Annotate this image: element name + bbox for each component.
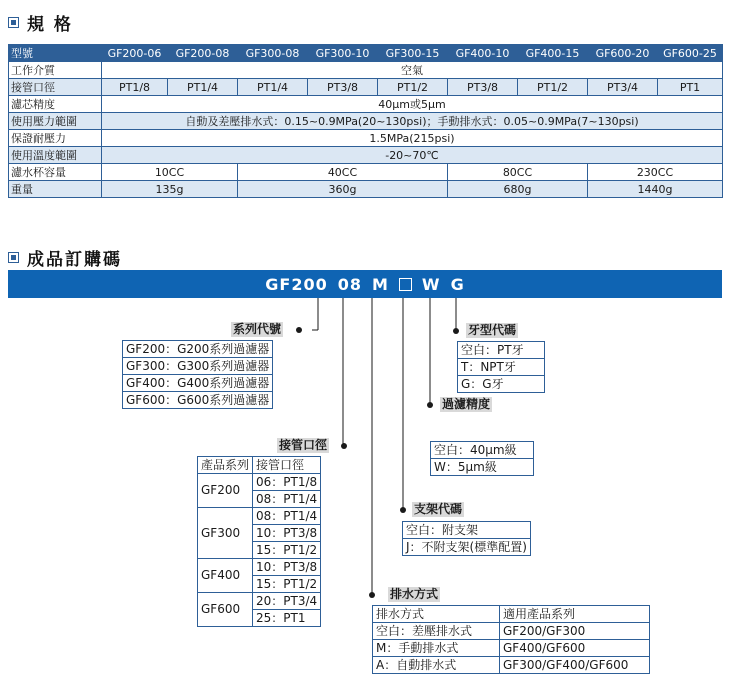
port-item: 10：PT3/8 (253, 559, 321, 576)
drain-method: A：自動排水式 (373, 657, 500, 674)
series-item: GF200：G200系列過濾器 (123, 341, 273, 358)
thread-item: G：G牙 (458, 376, 545, 393)
weight-cell: 360g (238, 181, 448, 198)
port-cell: PT1 (658, 79, 723, 96)
medium-value: 空氣 (102, 62, 723, 79)
drain-series: GF200/GF300 (500, 623, 650, 640)
thread-item: T：NPT牙 (458, 359, 545, 376)
code-filter: W (421, 274, 441, 294)
port-group-name: GF400 (198, 559, 253, 593)
port-item: 25：PT1 (253, 610, 321, 627)
row-label: 使用溫度範圍 (9, 147, 102, 164)
drain-method: M：手動排水式 (373, 640, 500, 657)
drain-series: GF300/GF400/GF600 (500, 657, 650, 674)
port-item: 20：PT3/4 (253, 593, 321, 610)
code-drain: M (372, 274, 389, 294)
port-cell: PT1/4 (238, 79, 308, 96)
proof-value: 1.5MPa(215psi) (102, 130, 723, 147)
series-item: GF400：G400系列過濾器 (123, 375, 273, 392)
bowl-cell: 40CC (238, 164, 448, 181)
bracket-tag: 支架代碼 (414, 502, 463, 516)
row-label: 接管口徑 (9, 79, 102, 96)
bracket-table (402, 521, 531, 556)
port-item: 15：PT1/2 (253, 542, 321, 559)
filter-value: 40μm或5μm (102, 96, 723, 113)
port-cell: PT1/2 (518, 79, 588, 96)
port-cell: PT3/8 (448, 79, 518, 96)
header-cell: GF300-08 (238, 45, 308, 62)
weight-cell: 1440g (588, 181, 723, 198)
thread-tag: 牙型代碼 (468, 323, 517, 337)
code-series: GF200 (265, 274, 328, 294)
port-tag: 接管口徑 (279, 438, 328, 452)
row-label: 重量 (9, 181, 102, 198)
bowl-cell: 230CC (588, 164, 723, 181)
drain-table (372, 605, 650, 674)
row-label: 使用壓力範圍 (9, 113, 102, 130)
port-group-name: GF600 (198, 593, 253, 627)
bowl-cell: 80CC (448, 164, 588, 181)
row-label: 工作介質 (9, 62, 102, 79)
weight-cell: 135g (102, 181, 238, 198)
port-cell: PT1/2 (378, 79, 448, 96)
port-header-size: 接管口徑 (253, 457, 321, 474)
series-item: GF600：G600系列過濾器 (123, 392, 273, 409)
port-dot (341, 443, 347, 449)
header-cell: GF200-08 (168, 45, 238, 62)
drain-header-method: 排水方式 (373, 606, 500, 623)
port-group-name: GF200 (198, 474, 253, 508)
header-cell: GF300-10 (308, 45, 378, 62)
port-item: 08：PT1/4 (253, 508, 321, 525)
drain-series: GF400/GF600 (500, 640, 650, 657)
port-cell: PT3/4 (588, 79, 658, 96)
bowl-cell: 10CC (102, 164, 238, 181)
row-label: 濾水杯容量 (9, 164, 102, 181)
filter-tag: 過濾精度 (442, 397, 491, 411)
pressure-value: 自動及差壓排水式：0.15~0.9MPa(20~130psi)；手動排水式：0.05~0.9MPa(7~130psi) (102, 113, 723, 130)
port-cell: PT1/4 (168, 79, 238, 96)
spec-title: 規 格 (27, 15, 73, 35)
port-item: 10：PT3/8 (253, 525, 321, 542)
header-cell: 型號 (9, 45, 102, 62)
temp-value: -20~70℃ (102, 147, 723, 164)
thread-table (457, 341, 545, 393)
drain-method: 空白：差壓排水式 (373, 623, 500, 640)
bracket-item: J：不附支架(標準配置) (403, 539, 531, 556)
series-table (122, 340, 273, 409)
header-cell: GF300-15 (378, 45, 448, 62)
filter-item: 空白：40μm級 (431, 442, 534, 459)
filter-dot (427, 402, 433, 408)
thread-item: 空白：PT牙 (458, 342, 545, 359)
header-cell: GF600-20 (588, 45, 658, 62)
port-item: 08：PT1/4 (253, 491, 321, 508)
port-group-name: GF300 (198, 508, 253, 559)
code-thread: G (450, 274, 465, 294)
header-cell: GF400-10 (448, 45, 518, 62)
header-cell: GF400-15 (518, 45, 588, 62)
thread-dot (453, 328, 459, 334)
weight-cell: 680g (448, 181, 588, 198)
code-port: 08 (337, 274, 362, 294)
port-header-series: 產品系列 (198, 457, 253, 474)
drain-header-series: 適用產品系列 (500, 606, 650, 623)
drain-dot (369, 592, 375, 598)
series-tag: 系列代號 (233, 322, 282, 336)
filter-item: W：5μm級 (431, 459, 534, 476)
row-label: 保證耐壓力 (9, 130, 102, 147)
port-cell: PT3/8 (308, 79, 378, 96)
bracket-item: 空白：附支架 (403, 522, 531, 539)
drain-tag: 排水方式 (390, 587, 439, 601)
header-cell: GF600-25 (658, 45, 723, 62)
order-title: 成品訂購碼 (27, 250, 122, 270)
series-item: GF300：G300系列過濾器 (123, 358, 273, 375)
filter-table (430, 441, 534, 476)
port-table (197, 456, 321, 627)
series-dot (296, 327, 302, 333)
port-item: 06：PT1/8 (253, 474, 321, 491)
port-cell: PT1/8 (102, 79, 168, 96)
row-label: 濾芯精度 (9, 96, 102, 113)
header-cell: GF200-06 (102, 45, 168, 62)
port-item: 15：PT1/2 (253, 576, 321, 593)
bracket-dot (400, 507, 406, 513)
